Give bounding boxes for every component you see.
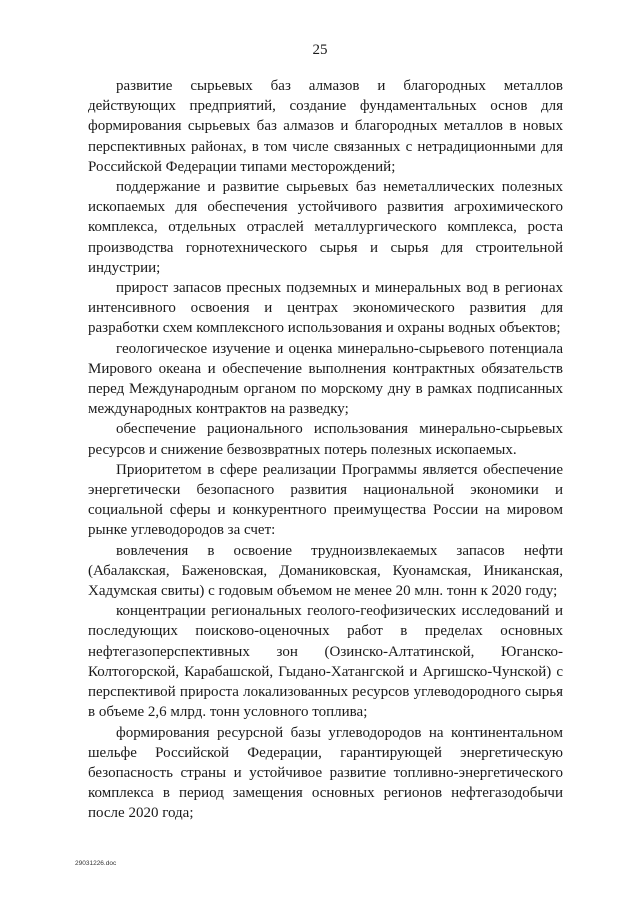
paragraph: прирост запасов пресных подземных и минеральных вод в регионах интенсивного освоения и центрах экономического развития для разработки схем комплексного использования и охраны водных объектов;	[88, 280, 563, 337]
paragraph: концентрации региональных геолого-геофизических исследований и последующих поисково-оценочных работ в пределах основных нефтегазоперспективных зон (Озинско-Алтатинской, Юганско-Колтогорской, Карабашской, Гыдано-Хатангской и Аргишско-Чунской) с перспективой прироста локализованных ресурсов углеводородного сырья в объеме 2,6 млрд. тонн условного топлива;	[88, 603, 563, 721]
paragraph: Приоритетом в сфере реализации Программы является обеспечение энергетически безопасного развития национальной экономики и социальной сферы и конкурентного преимущества России на мировом рынке углеводородов за счет:	[88, 461, 563, 539]
paragraph: геологическое изучение и оценка минерально-сырьевого потенциала Мирового океана и обеспечение выполнения контрактных обязательств перед Международным органом по морскому дну в рамках подписанных международных контрактов на разведку;	[88, 340, 563, 418]
paragraph: вовлечения в освоение трудноизвлекаемых запасов нефти (Абалакская, Баженовская, Доманиковская, Куонамская, Иниканская, Хадумская свиты) с годовым объемом не менее 20 млн. тонн к 2020 году;	[88, 542, 563, 600]
paragraph: обеспечение рационального использования минерально-сырьевых ресурсов и снижение безвозвратных потерь полезных ископаемых.	[88, 421, 563, 458]
document-body	[88, 76, 563, 824]
paragraph: поддержание и развитие сырьевых баз неметаллических полезных ископаемых для обеспечения устойчивого развития агрохимического комплекса, отдельных отраслей металлургического комплекса, роста производства горнотехнического сырья и сырья для строительной индустрии;	[88, 179, 563, 276]
page-number: 25	[312, 42, 328, 58]
paragraph: развитие сырьевых баз алмазов и благородных металлов действующих предприятий, создание фундаментальных основ для формирования сырьевых баз алмазов и благородных металлов в новых перспективных районах, в том числе связанных с нетрадиционными для Российской Федерации типами месторождений;	[88, 78, 563, 175]
file-name-footer: 29031226.doc	[75, 860, 117, 867]
paragraph: формирования ресурсной базы углеводородов на континентальном шельфе Российской Федерации, гарантирующей энергетическую безопасность страны и устойчивое развитие топливно-энергетического комплекса в период замещения основных регионов нефтегазодобычи после 2020 года;	[88, 724, 563, 822]
